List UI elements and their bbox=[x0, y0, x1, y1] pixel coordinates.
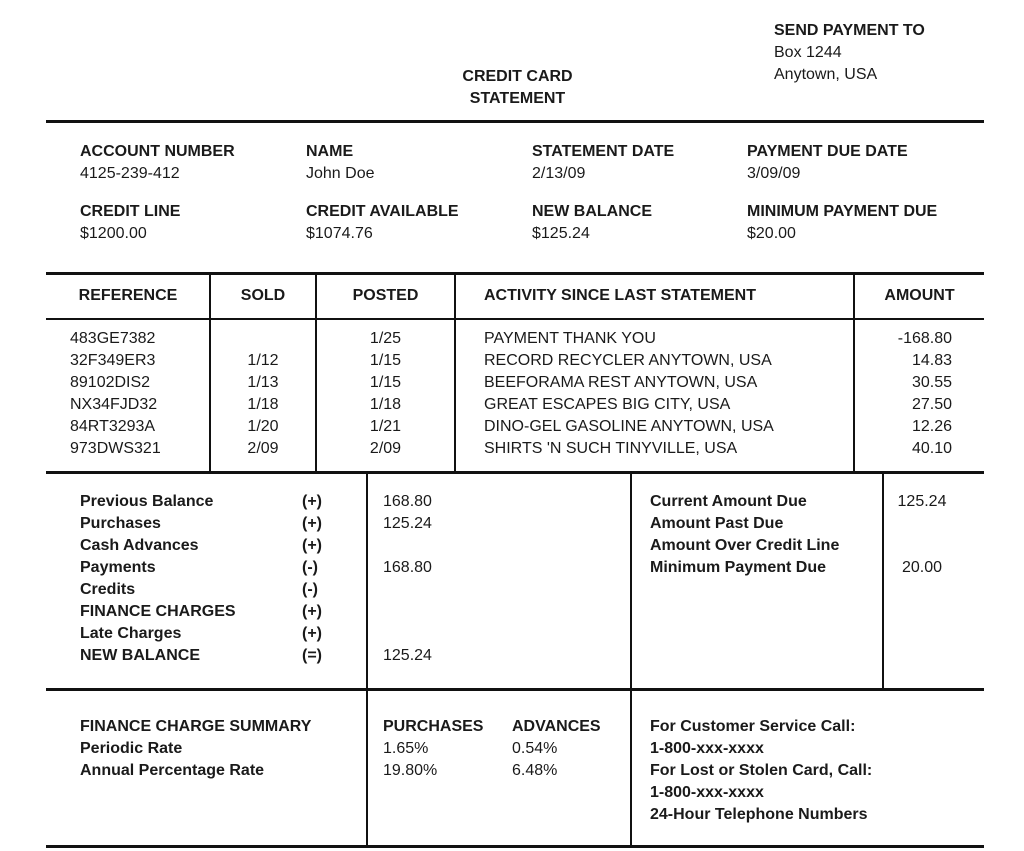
table-row: 27.50 bbox=[911, 396, 952, 413]
activity-header-posted: POSTED bbox=[352, 287, 419, 304]
account-number-value: 4125-239-412 bbox=[80, 165, 180, 182]
summary-item-label: Credits bbox=[80, 581, 136, 598]
apr-label: Annual Percentage Rate bbox=[80, 762, 265, 779]
finance-label-column bbox=[80, 716, 311, 782]
activity-reference-column bbox=[70, 328, 161, 460]
credit-available-value: $1074.76 bbox=[306, 225, 373, 242]
payment-due-date-value: 3/09/09 bbox=[747, 165, 801, 182]
activity-header-sold: SOLD bbox=[240, 287, 286, 304]
send-payment-label: SEND PAYMENT TO bbox=[774, 22, 925, 39]
table-row: 1/18 bbox=[369, 396, 402, 413]
summary-label-column bbox=[80, 491, 236, 667]
summary-item-sign: (-) bbox=[302, 581, 318, 598]
table-row: 2/09 bbox=[369, 440, 402, 457]
activity-header-reference: REFERENCE bbox=[78, 287, 178, 304]
finance-col-divider bbox=[366, 691, 368, 847]
summary-sign-column bbox=[302, 491, 322, 667]
finance-purchases-column bbox=[383, 716, 483, 782]
amount-due-label: Minimum Payment Due bbox=[650, 559, 827, 576]
amount-due-label: Current Amount Due bbox=[650, 493, 807, 510]
table-row: RECORD RECYCLER ANYTOWN, USA bbox=[484, 352, 772, 369]
activity-header-amount: AMOUNT bbox=[884, 287, 955, 304]
credit-line-value: $1200.00 bbox=[80, 225, 147, 242]
send-payment-block bbox=[774, 20, 925, 86]
table-row: 30.55 bbox=[911, 374, 952, 391]
name-label: NAME bbox=[306, 143, 354, 160]
statement-title-line2: STATEMENT bbox=[469, 90, 566, 107]
send-payment-address-line2: Anytown, USA bbox=[774, 66, 878, 83]
summary-item-sign: (+) bbox=[302, 625, 322, 642]
divider-activity bbox=[46, 471, 984, 474]
summary-item-label: Late Charges bbox=[80, 625, 182, 642]
summary-item-sign: (=) bbox=[302, 647, 322, 664]
summary-item-value: 168.80 bbox=[383, 493, 432, 510]
activity-description-column bbox=[484, 328, 850, 460]
send-payment-address-line1: Box 1244 bbox=[774, 44, 842, 61]
table-row: 1/18 bbox=[247, 396, 279, 413]
customer-service-phone: 1-800-xxx-xxxx bbox=[650, 740, 764, 757]
table-row: 2/09 bbox=[247, 440, 279, 457]
advances-apr: 6.48% bbox=[512, 762, 558, 779]
summary-item-sign: (-) bbox=[302, 559, 318, 576]
summary-item-value bbox=[383, 579, 432, 601]
table-row: -168.80 bbox=[897, 330, 952, 347]
summary-item-value bbox=[383, 623, 432, 645]
summary-item-sign: (+) bbox=[302, 515, 322, 532]
table-row: 32F349ER3 bbox=[70, 352, 156, 369]
divider-bottom bbox=[46, 845, 984, 848]
table-row: 1/25 bbox=[369, 330, 402, 347]
summary-item-value bbox=[383, 535, 432, 557]
summary-item-label: Purchases bbox=[80, 515, 161, 532]
purchases-apr: 19.80% bbox=[383, 762, 438, 779]
amount-due-value bbox=[884, 535, 960, 557]
payment-due-date-label: PAYMENT DUE DATE bbox=[747, 143, 908, 160]
customer-service-label: For Customer Service Call: bbox=[650, 718, 856, 735]
finance-summary-label: FINANCE CHARGE SUMMARY bbox=[80, 718, 312, 735]
advances-periodic-rate: 0.54% bbox=[512, 740, 558, 757]
advances-label: ADVANCES bbox=[512, 718, 601, 735]
table-row: 1/12 bbox=[247, 352, 279, 369]
divider-summary bbox=[46, 688, 984, 691]
amount-due-value bbox=[884, 513, 960, 535]
table-row: 84RT3293A bbox=[70, 418, 156, 435]
table-row: 1/15 bbox=[369, 352, 402, 369]
purchases-label: PURCHASES bbox=[383, 718, 484, 735]
minimum-payment-value: $20.00 bbox=[747, 225, 796, 242]
table-row: 1/21 bbox=[369, 418, 402, 435]
summary-item-label: FINANCE CHARGES bbox=[80, 603, 236, 620]
credit-line-label: CREDIT LINE bbox=[80, 203, 181, 220]
statement-date-value: 2/13/09 bbox=[532, 165, 586, 182]
finance-col-divider bbox=[630, 691, 632, 847]
amount-due-value-column bbox=[884, 491, 960, 579]
lost-card-label: For Lost or Stolen Card, Call: bbox=[650, 762, 873, 779]
table-row: 483GE7382 bbox=[70, 330, 156, 347]
table-row: 1/20 bbox=[247, 418, 279, 435]
table-row: GREAT ESCAPES BIG CITY, USA bbox=[484, 396, 731, 413]
activity-amount-column bbox=[860, 328, 952, 460]
minimum-payment-label: MINIMUM PAYMENT DUE bbox=[747, 203, 938, 220]
customer-service-block bbox=[650, 716, 872, 826]
summary-item-value bbox=[383, 601, 432, 623]
statement-date-label: STATEMENT DATE bbox=[532, 143, 675, 160]
summary-item-value: 125.24 bbox=[383, 647, 432, 664]
table-row: 1/13 bbox=[247, 374, 279, 391]
activity-posted-column bbox=[317, 328, 454, 460]
amount-due-label: Amount Past Due bbox=[650, 515, 784, 532]
table-row: 40.10 bbox=[911, 440, 952, 457]
table-row: SHIRTS 'N SUCH TINYVILLE, USA bbox=[484, 440, 738, 457]
table-row: DINO-GEL GASOLINE ANYTOWN, USA bbox=[484, 418, 774, 435]
table-row: BEEFORAMA REST ANYTOWN, USA bbox=[484, 374, 758, 391]
new-balance-label: NEW BALANCE bbox=[532, 203, 652, 220]
table-row: NX34FJD32 bbox=[70, 396, 158, 413]
name-value: John Doe bbox=[306, 165, 375, 182]
summary-item-sign: (+) bbox=[302, 537, 322, 554]
divider-account bbox=[46, 272, 984, 275]
amount-due-label-column bbox=[650, 491, 839, 579]
table-row: PAYMENT THANK YOU bbox=[484, 330, 656, 347]
summary-item-label: Payments bbox=[80, 559, 156, 576]
activity-col-divider bbox=[454, 274, 456, 472]
statement-title bbox=[430, 66, 605, 110]
finance-advances-column bbox=[512, 716, 601, 782]
statement-title-line1: CREDIT CARD bbox=[462, 68, 573, 85]
account-number-label: ACCOUNT NUMBER bbox=[80, 143, 235, 160]
table-row: 89102DIS2 bbox=[70, 374, 151, 391]
divider-top bbox=[46, 120, 984, 123]
activity-sold-column bbox=[211, 328, 315, 460]
table-row: 973DWS321 bbox=[70, 440, 161, 457]
table-row: 1/15 bbox=[369, 374, 402, 391]
periodic-rate-label: Periodic Rate bbox=[80, 740, 183, 757]
credit-available-label: CREDIT AVAILABLE bbox=[306, 203, 459, 220]
summary-value-column bbox=[383, 491, 432, 667]
summary-item-label: NEW BALANCE bbox=[80, 647, 200, 664]
activity-header-activity: ACTIVITY SINCE LAST STATEMENT bbox=[484, 287, 757, 304]
summary-item-sign: (+) bbox=[302, 493, 322, 510]
summary-col-divider bbox=[366, 474, 368, 688]
purchases-periodic-rate: 1.65% bbox=[383, 740, 429, 757]
summary-item-sign: (+) bbox=[302, 603, 322, 620]
summary-col-divider bbox=[630, 474, 632, 688]
amount-due-value: 125.24 bbox=[897, 493, 947, 510]
table-row: 14.83 bbox=[911, 352, 952, 369]
amount-due-value: 20.00 bbox=[901, 559, 943, 576]
amount-due-label: Amount Over Credit Line bbox=[650, 537, 840, 554]
summary-item-value: 125.24 bbox=[383, 515, 432, 532]
summary-item-value: 168.80 bbox=[383, 559, 432, 576]
activity-header-divider bbox=[46, 318, 984, 320]
summary-item-label: Cash Advances bbox=[80, 537, 199, 554]
lost-card-phone: 1-800-xxx-xxxx bbox=[650, 784, 764, 801]
table-row: 12.26 bbox=[911, 418, 952, 435]
new-balance-value: $125.24 bbox=[532, 225, 590, 242]
hours-note: 24-Hour Telephone Numbers bbox=[650, 806, 868, 823]
table-row bbox=[211, 328, 315, 350]
summary-item-label: Previous Balance bbox=[80, 493, 214, 510]
